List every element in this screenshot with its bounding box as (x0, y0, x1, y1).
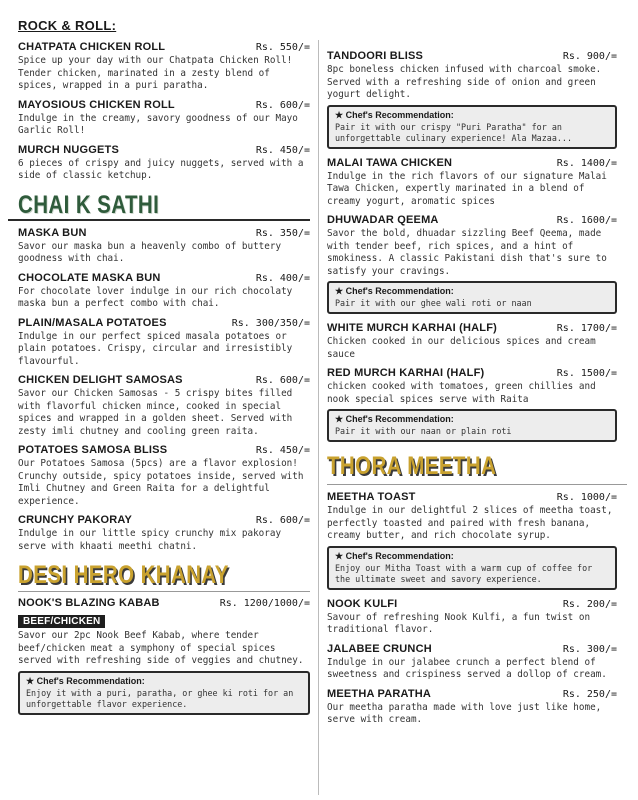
menu-item (18, 514, 310, 553)
menu-item (18, 597, 310, 715)
chef-recommendation-text: Enjoy it with a puri, paratha, or ghee ki roti for an unforgettable flavor experience. (26, 687, 294, 709)
menu-item (18, 99, 310, 138)
chef-recommendation-box (327, 546, 617, 590)
menu-item-description: Savour of refreshing Nook Kulfi, a fun twist on traditional flavor. (327, 611, 591, 635)
rock-roll-list (18, 41, 310, 183)
menu-item (327, 157, 617, 209)
menu-item-price: Rs. 400/= (255, 272, 310, 284)
menu-item-description: Savor our 2pc Nook Beef Kabab, where tender beef/chicken meat a symphony of special spices served with refreshing side of veggies and chutney. (18, 630, 304, 666)
menu-item (18, 374, 310, 438)
menu-item-name: TANDOORI BLISS (327, 50, 424, 62)
menu-item-description: Indulge in the creamy, savory goodness of our Mayo Garlic Roll! (18, 112, 298, 136)
menu-item-description: 6 pieces of crispy and juicy nuggets, served with a side of classic ketchup. (18, 157, 304, 181)
menu-item-price: Rs. 1600/= (556, 215, 617, 226)
menu-item-name: DHUWADAR QEEMA (327, 214, 439, 226)
menu-item-price: Rs. 300/350/= (231, 317, 310, 329)
menu-item-price: Rs. 450/= (255, 445, 310, 456)
menu-item-header (18, 41, 310, 53)
menu-item-description: Our Potatoes Samosa (5pcs) are a flavor explosion! Crunchy outside, spicy potatoes inside, served with Imli Chutney and Green Raita for a delightful experience. (18, 458, 304, 507)
menu-item-price: Rs. 550/= (255, 42, 310, 53)
menu-item-name: NOOK KULFI (327, 597, 398, 610)
menu-item-description: Indulge in our jalabee crunch a perfect blend of sweetness and crispiness served a dollop of cream. (327, 656, 607, 680)
menu-item-name: WHITE MURCH KARHAI (HALF) (327, 322, 497, 334)
menu-item-header (18, 144, 310, 156)
menu-item-header (327, 688, 617, 700)
menu-item (18, 227, 310, 266)
menu-item-name: MURCH NUGGETS (18, 143, 119, 156)
chef-recommendation-title: ★ Chef's Recommendation: (335, 550, 454, 561)
menu-item-description: Indulge in our perfect spiced masala potatoes or plain potatoes. Crispy, circular and irresistibly flavourful. (18, 330, 293, 367)
menu-item-price: Rs. 600/= (255, 515, 310, 526)
menu-item-header (18, 227, 310, 239)
menu-item-header (18, 597, 310, 609)
menu-item-name: MALAI TAWA CHICKEN (327, 156, 453, 169)
chef-recommendation-title: ★ Chef's Recommendation: (335, 109, 454, 120)
menu-item (327, 367, 617, 442)
chef-recommendation-box (18, 671, 310, 715)
menu-item-price: Rs. 1400/= (556, 157, 617, 169)
menu-item-header (327, 214, 617, 226)
menu-item-description: Indulge in the rich flavors of our signature Malai Tawa Chicken, expertly marinated in a blend of creamy yogurt, aromatic spices (327, 170, 607, 207)
menu-item-price: Rs. 1700/= (556, 323, 617, 334)
chef-recommendation-box (327, 105, 617, 149)
menu-item-name: CHICKEN DELIGHT SAMOSAS (18, 374, 183, 386)
menu-item (18, 317, 310, 369)
chai-list (18, 227, 310, 554)
menu-item-header (18, 272, 310, 284)
menu-item-name: MEETHA TOAST (327, 491, 416, 503)
menu-item-price: Rs. 900/= (562, 51, 617, 62)
chef-recommendation-text: Pair it with our crispy "Puri Paratha" for an unforgettable culinary experience! Ala Mazaa... (335, 121, 572, 143)
menu-item-name: PLAIN/MASALA POTATOES (18, 316, 167, 329)
menu-item (327, 598, 617, 637)
chef-recommendation-box (327, 281, 617, 314)
menu-item-description: chicken cooked with tomatoes, green chillies and nook special spices serve with Raita (327, 381, 596, 405)
menu-item-price: Rs. 600/= (255, 375, 310, 386)
menu-item-header (327, 491, 617, 503)
menu-item-name: MASKA BUN (18, 226, 87, 239)
chef-recommendation-title: ★ Chef's Recommendation: (335, 414, 454, 424)
menu-item-header (327, 367, 617, 379)
menu-item-price: Rs. 300/= (562, 643, 617, 655)
menu-item (327, 214, 617, 314)
menu-item (18, 444, 310, 508)
menu-item-price: Rs. 250/= (562, 688, 617, 700)
banner-title-desi: DESI HERO KHANAY (18, 561, 229, 589)
menu-item-description: Spice up your day with our Chatpata Chicken Roll! Tender chicken, marinated in a zesty blend of spices, wrapped in a puri paratha. (18, 55, 293, 91)
menu-item (327, 688, 617, 727)
menu-item-name: MEETHA PARATHA (327, 687, 432, 700)
menu-item-header (327, 50, 617, 62)
menu-item-description: For chocolate lover indulge in our rich chocolaty maska bun a perfect combo with chai. (18, 285, 293, 309)
menu-item-description: Indulge in our little spicy crunchy mix pakoray serve with khaati meethi chatni. (18, 528, 282, 552)
menu-item-header (18, 374, 310, 386)
section-banner-chai (18, 189, 310, 221)
menu-item (327, 322, 617, 361)
desi-list (18, 597, 310, 715)
desi-continued-list (327, 50, 617, 442)
menu-item-header (327, 643, 617, 655)
menu-item-header (327, 157, 617, 169)
menu-item-price: Rs. 350/= (255, 227, 310, 239)
meetha-list (327, 491, 617, 727)
chef-recommendation-text: Pair it with our ghee wali roti or naan (335, 298, 532, 308)
menu-item (18, 272, 310, 311)
menu-item-name: CHOCOLATE MASKA BUN (18, 271, 161, 284)
menu-item-header (327, 598, 617, 610)
chef-recommendation-title: ★ Chef's Recommendation: (26, 675, 145, 686)
menu-item-price: Rs. 200/= (562, 598, 617, 610)
menu-item-description: Indulge in our delightful 2 slices of meetha toast, perfectly toasted and paired with fresh banana, creamy butter, and rich chocolate syrup. (327, 505, 613, 541)
menu-item-header (327, 322, 617, 334)
menu-item-description: Savor our maska bun a heavenly combo of buttery goodness with chai. (18, 240, 282, 264)
menu-item-price: Rs. 1200/1000/= (219, 598, 310, 609)
menu-item (327, 491, 617, 590)
menu-item (18, 41, 310, 93)
menu-item-description: Chicken cooked in our delicious spices and cream sauce (327, 336, 596, 360)
menu-item-name: NOOK'S BLAZING KABAB (18, 597, 160, 609)
menu-item-description: Our meetha paratha made with love just like home, serve with cream. (327, 701, 602, 725)
section-banner-desi (18, 559, 310, 592)
menu-item-header (18, 514, 310, 526)
section-title-rock-roll: ROCK & ROLL: (18, 18, 117, 33)
menu-item-name: POTATOES SAMOSA BLISS (18, 444, 168, 456)
menu-item (327, 643, 617, 682)
menu-item-name: CHATPATA CHICKEN ROLL (18, 41, 166, 53)
chef-recommendation-text: Enjoy our Mitha Toast with a warm cup of coffee for the ultimate sweet and savory experience. (335, 562, 593, 584)
left-column (18, 0, 310, 723)
banner-title-meetha: THORA MEETHA (327, 452, 497, 480)
menu-item-description: Savor the bold, dhuadar sizzling Beef Qeema, made with tender beef, rich spices, and a hint of smokiness. A classic Pakistani dish that's sure to satisfy your cravings. (327, 228, 607, 277)
banner-title-chai: CHAI K SATHI (18, 190, 160, 219)
menu-item-tag: BEEF/CHICKEN (18, 615, 105, 628)
menu-item-price: Rs. 1000/= (556, 492, 617, 503)
banner-rule (18, 591, 310, 592)
menu-item-name: MAYOSIOUS CHICKEN ROLL (18, 98, 175, 111)
chef-recommendation-box (327, 409, 617, 442)
section-banner-meetha (327, 450, 617, 485)
chef-recommendation-title: ★ Chef's Recommendation: (335, 286, 454, 296)
menu-item (18, 144, 310, 183)
menu-item-name: CRUNCHY PAKORAY (18, 514, 133, 526)
menu-item-header (18, 444, 310, 456)
menu-item-name: RED MURCH KARHAI (HALF) (327, 367, 485, 379)
menu-item-price: Rs. 1500/= (556, 368, 617, 379)
menu-item-price: Rs. 450/= (255, 144, 310, 156)
menu-item-name: JALABEE CRUNCH (327, 642, 432, 655)
menu-item-description: Savor our Chicken Samosas - 5 crispy bites filled with flavorful chicken mince, cooked in special spices and wrapped in a golden sheet. Served with zesty imli chutney and cooling green raita. (18, 388, 293, 437)
chef-recommendation-text: Pair it with our naan or plain roti (335, 426, 512, 436)
menu-item-header (18, 317, 310, 329)
menu-item (327, 50, 617, 149)
menu-item-price: Rs. 600/= (255, 99, 310, 111)
banner-rule (327, 484, 627, 485)
right-column (327, 50, 617, 733)
column-divider (318, 40, 319, 795)
menu-item-description: 8pc boneless chicken infused with charcoal smoke. Served with a refreshing side of onion and green yogurt delight. (327, 64, 602, 100)
menu-item-header (18, 99, 310, 111)
